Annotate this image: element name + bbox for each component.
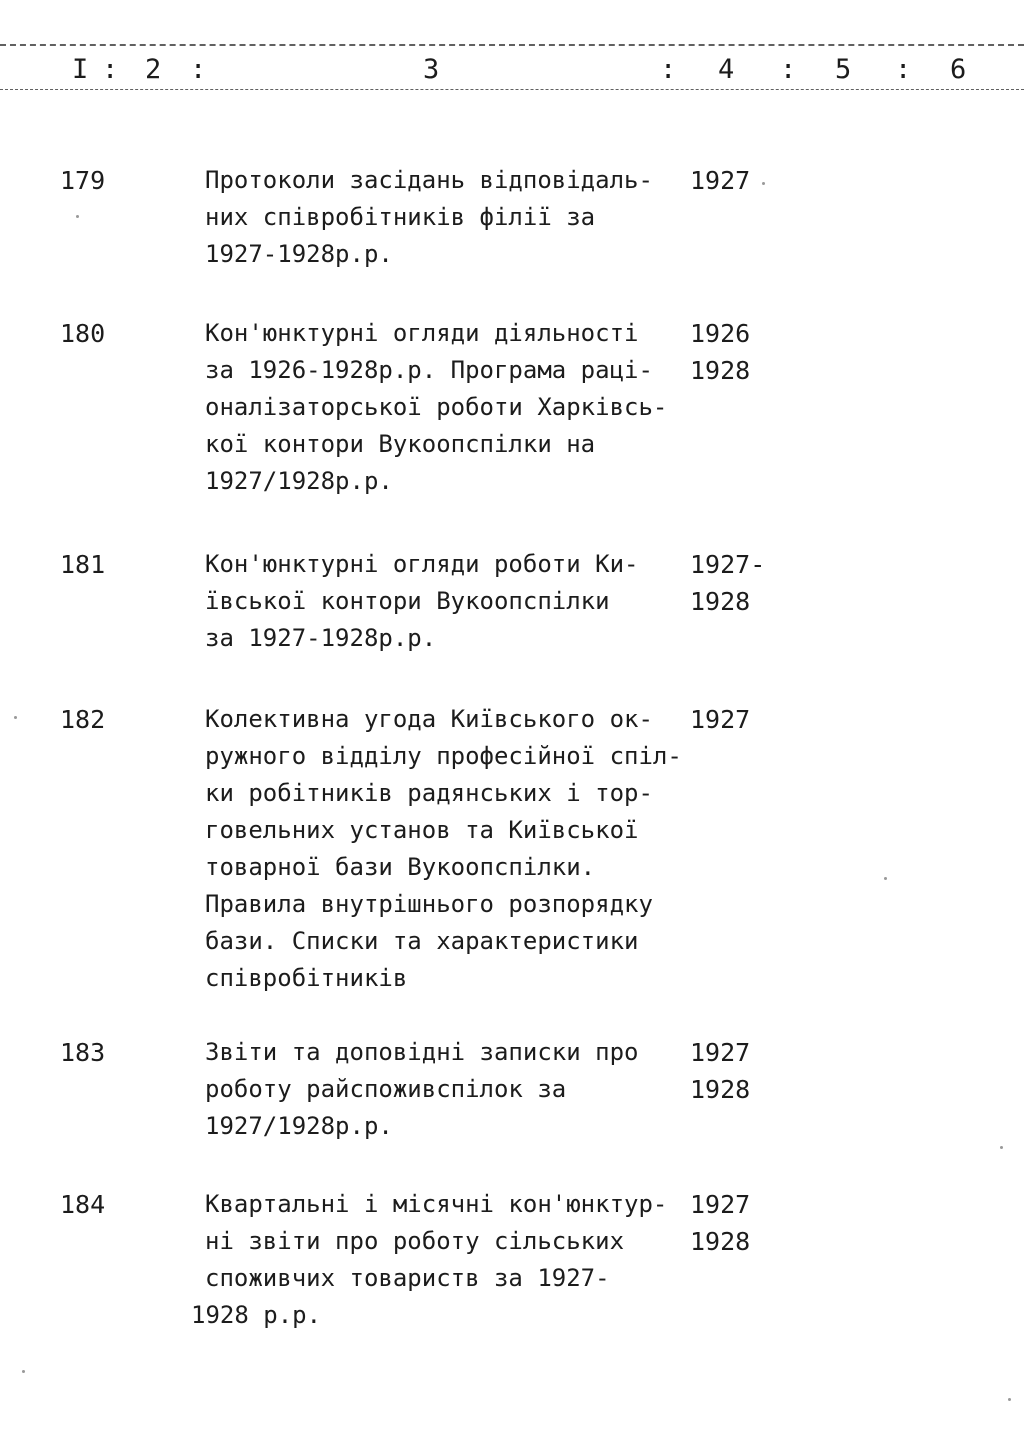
description-line: Правила внутрішнього розпорядку [205, 890, 653, 918]
entry-number: 180 [60, 319, 106, 348]
column-6-label: 6 [950, 54, 967, 85]
entry-description [205, 162, 695, 273]
scan-speck [14, 716, 17, 719]
date-line: 1927 [690, 1190, 751, 1219]
entry-dates [690, 162, 750, 199]
column-3-label: 3 [423, 54, 440, 85]
description-line: говельних установ та Київської [205, 816, 639, 844]
column-separator: : [780, 54, 797, 85]
date-line: 1927 [690, 705, 751, 734]
date-line: 1927- [690, 550, 766, 579]
column-separator: : [190, 54, 207, 85]
description-line: Квартальні і місячні кон'юнктур- [205, 1190, 668, 1218]
date-line: 1928 [690, 356, 751, 385]
description-line: них співробітників філії за [205, 203, 596, 231]
description-line: ні звіти про роботу сільських [205, 1227, 625, 1255]
date-line: 1928 [690, 1075, 751, 1104]
description-line: Кон'юнктурні огляди роботи Ки- [205, 550, 639, 578]
entry-description [191, 1186, 695, 1334]
date-line: 1927 [690, 166, 751, 195]
description-line: оналізаторської роботи Харківсь- [205, 393, 668, 421]
description-line: Звіти та доповідні записки про [205, 1038, 639, 1066]
header-bottom-rule [0, 89, 1024, 90]
scan-speck [1008, 1398, 1011, 1401]
entry-description [205, 701, 695, 997]
description-line: Кон'юнктурні огляди діяльності [205, 319, 639, 347]
description-line: ружного відділу професійної спіл- [205, 742, 682, 770]
column-5-label: 5 [835, 54, 852, 85]
scan-speck [1000, 1146, 1003, 1149]
column-separator: : [660, 54, 677, 85]
column-separator: : [895, 54, 912, 85]
entry-description [205, 1034, 695, 1145]
description-line: 1927-1928р.р. [205, 240, 393, 268]
entry-dates [690, 546, 765, 620]
description-line: споживчих товариств за 1927- [205, 1264, 610, 1292]
description-line: роботу райспоживспілок за [205, 1075, 567, 1103]
description-line: за 1926-1928р.р. Програма раці- [205, 356, 653, 384]
date-line: 1926 [690, 319, 751, 348]
entry-dates [690, 1034, 750, 1108]
description-line: 1927/1928р.р. [205, 467, 393, 495]
date-line: 1927 [690, 1038, 751, 1067]
description-line: 1927/1928р.р. [205, 1112, 393, 1140]
column-separator: : [102, 54, 119, 85]
entry-description [205, 315, 695, 500]
column-2-label: 2 [145, 54, 162, 85]
description-line: Колективна угода Київського ок- [205, 705, 653, 733]
entry-number: 183 [60, 1038, 106, 1067]
column-1-label: I [72, 54, 89, 85]
description-line: кої контори Вукоопспілки на [205, 430, 596, 458]
header-top-rule [0, 44, 1024, 46]
description-line: 1928 р.р. [191, 1301, 322, 1329]
column-4-label: 4 [718, 54, 735, 85]
date-line: 1928 [690, 1227, 751, 1256]
description-line: бази. Списки та характеристики [205, 927, 639, 955]
entry-description [205, 546, 695, 657]
scan-speck [22, 1370, 25, 1373]
entry-number: 184 [60, 1190, 106, 1219]
entry-number: 182 [60, 705, 106, 734]
description-line: товарної бази Вукоопспілки. [205, 853, 596, 881]
description-line: ки робітників радянських і тор- [205, 779, 653, 807]
scan-speck [762, 182, 765, 185]
date-line: 1928 [690, 587, 751, 616]
description-line: за 1927-1928р.р. [205, 624, 437, 652]
description-line: співробітників [205, 964, 408, 992]
entry-number: 181 [60, 550, 106, 579]
entry-dates [690, 315, 750, 389]
entry-number: 179 [60, 166, 106, 195]
entry-dates [690, 1186, 750, 1260]
scan-speck [884, 877, 887, 880]
entry-dates [690, 701, 750, 738]
description-line: Протоколи засідань відповідаль- [205, 166, 653, 194]
description-line: ївської контори Вукоопспілки [205, 587, 610, 615]
scan-speck [76, 215, 79, 218]
